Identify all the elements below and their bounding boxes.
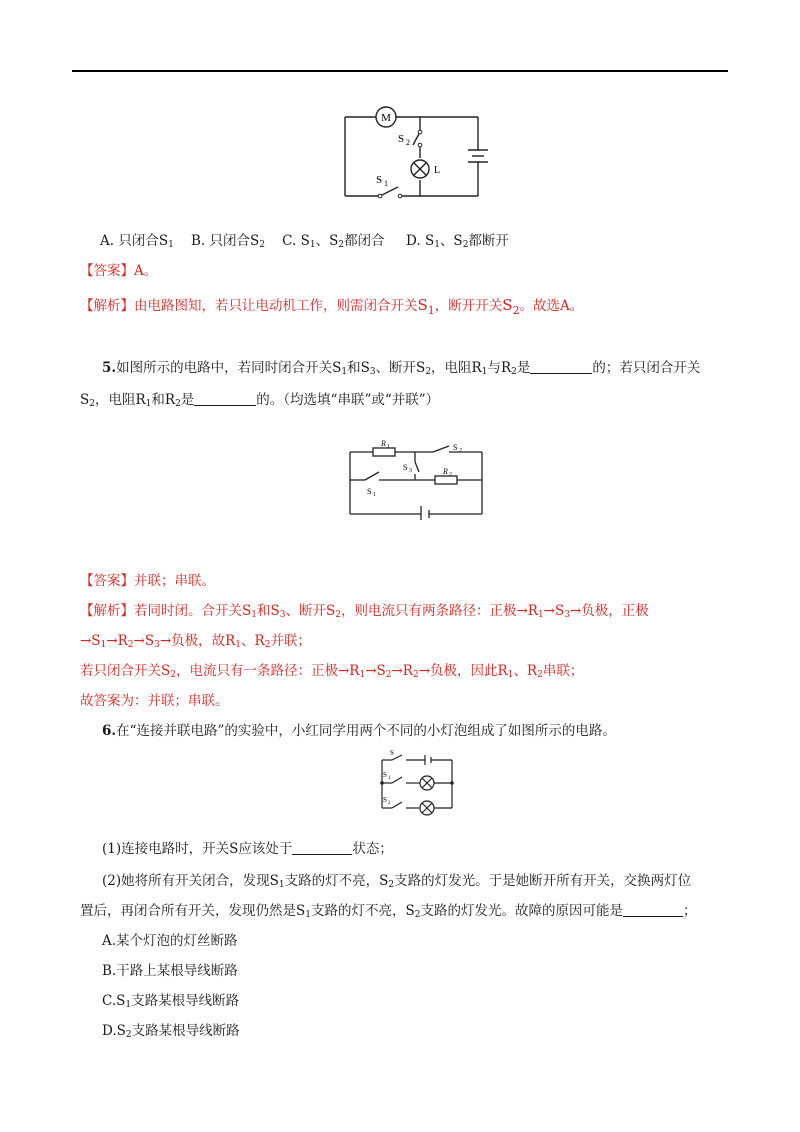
q6-choice-c: $C.S_1$支路某根导线断路 [102,993,240,1010]
answer-blank[interactable] [194,405,256,406]
q5-circuit-figure [345,440,490,520]
q6-choice-a: A.某个灯泡的灯丝断路 [102,933,238,949]
svg-text:R: R [381,440,386,448]
q6-circuit-figure [370,748,460,818]
svg-text:S: S [453,443,458,452]
answer-blank[interactable] [530,373,592,374]
q6-part1: (1)连接电路时，开关S应该处于 状态； [102,841,393,857]
q5-analysis-line1: 【解析】若同时闭。合开关$S_1$和$S_3$、断开$S_2$，则电流只有两条路径：正极$\to R_1\to S_3\to$负极，正极 [80,603,649,620]
svg-text:R: R [443,467,448,476]
q4-answer: 【答案】A。 [80,263,158,279]
answer-blank[interactable] [623,916,683,917]
svg-text:S: S [403,463,408,472]
q5-answer: 【答案】并联；串联。 [80,573,215,589]
q6-part2-line2: 置后，再闭合所有开关，发现仍然是$S_1$支路的灯不亮，$S_2$支路的灯发光。故障的原因可能是 ； [80,903,697,920]
svg-text:S: S [383,771,387,779]
svg-text:L: L [434,165,441,176]
svg-text:1: 1 [384,179,388,188]
svg-text:1: 1 [387,444,390,450]
svg-text:2: 2 [459,448,462,454]
header-rule [72,70,728,72]
q5-analysis-line4: 故答案为：并联；串联。 [80,693,229,709]
q4-circuit-figure [340,100,510,200]
q6-stem: 6.在“连接并联电路”的实验中，小红同学用两个不同的小灯泡组成了如图所示的电路。 [102,723,616,739]
svg-text:2: 2 [449,472,452,478]
q6-choice-b: B.干路上某根导线断路 [102,963,238,979]
svg-text:S: S [398,133,405,145]
q5-analysis-line2: $\to S_1\to R_2\to S_3\to$负极，故$R_1$、$R_2$并联； [80,633,311,650]
svg-text:S: S [376,174,383,186]
svg-text:1: 1 [388,776,391,781]
svg-text:2: 2 [406,138,410,147]
q4-options: A. 只闭合$S_1$ B. 只闭合$S_2$ C. $S_1$、$S_2$都闭合 D. $S_1$、$S_2$都断开 [100,233,509,250]
svg-text:2: 2 [388,801,391,806]
q6-part2-line1: (2)她将所有开关闭合，发现$S_1$支路的灯不亮，$S_2$支路的灯发光。于是她断开所有开关，交换两灯位 [102,873,692,890]
q5-analysis-line3: 若只闭合开关$S_2$，电流只有一条路径：正极$\to R_1\to S_2\to R_2\to$负极，因此$R_1$、$R_2$串联； [80,663,584,680]
svg-text:M: M [381,112,391,124]
answer-blank[interactable] [292,854,352,855]
svg-text:S: S [390,749,394,757]
svg-text:S: S [367,487,372,496]
svg-text:3: 3 [409,468,412,474]
q5-stem-line1: 5.如图所示的电路中，若同时闭合开关$S_1$和$S_3$、断开$S_2$，电阻$R_1$与$R_2$是 的；若只闭合开关 [102,360,701,377]
q6-choice-d: $D.S_2$支路某根导线断路 [102,1023,240,1040]
svg-text:1: 1 [373,492,376,498]
svg-text:S: S [383,796,387,804]
q4-analysis: 【解析】由电路图知，若只让电动机工作，则需闭合开关$S_1$，断开开关$S_2$。故选A。 [80,296,584,317]
q5-stem-line2: $S_2$，电阻$R_1$和$R_2$是 的。（均选填“串联”或“并联”） [80,392,440,409]
